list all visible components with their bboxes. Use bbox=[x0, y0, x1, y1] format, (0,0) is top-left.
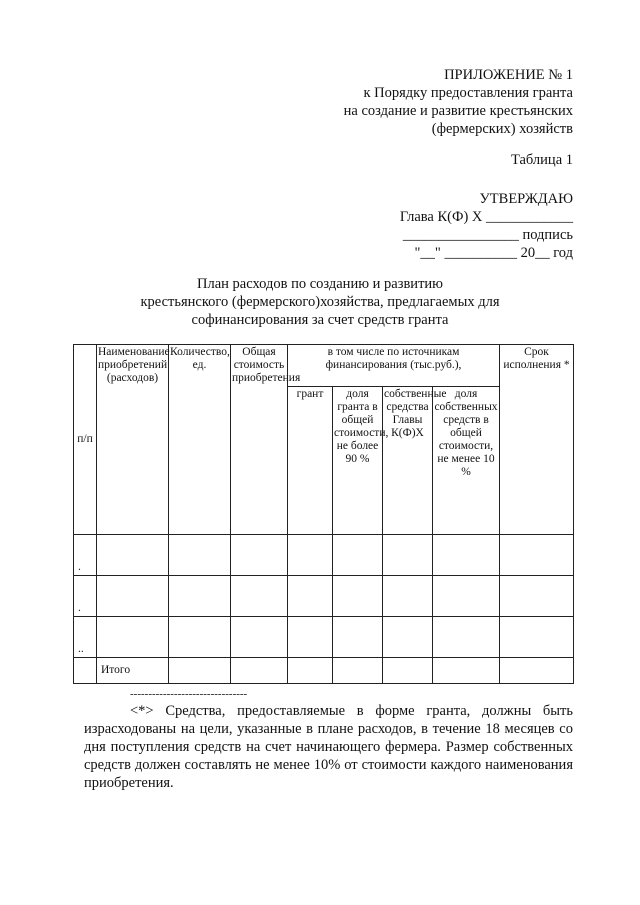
table-row bbox=[74, 576, 574, 617]
table-cell bbox=[288, 535, 333, 576]
table-number: Таблица 1 bbox=[510, 152, 573, 168]
table-cell bbox=[231, 617, 288, 658]
table-row bbox=[74, 617, 574, 658]
title-line: софинансирования за счет средств гранта bbox=[191, 312, 449, 328]
table-cell bbox=[500, 658, 574, 684]
table-cell bbox=[169, 617, 231, 658]
table-cell bbox=[288, 658, 333, 684]
appendix-ref-line: (фермерских) хозяйств bbox=[431, 121, 573, 137]
appendix-header bbox=[344, 66, 573, 138]
table-cell bbox=[97, 535, 169, 576]
footnote-separator: -------------------------------- bbox=[130, 688, 248, 700]
total-label: Итого bbox=[97, 658, 169, 684]
table-cell bbox=[433, 658, 500, 684]
subheader-grant-share: доля гранта в общей стоимости, не более 90 % bbox=[333, 387, 383, 535]
col-header-total-cost: Общая стоимость приобретения bbox=[231, 345, 288, 535]
approval-date-line: "__" __________ 20__ год bbox=[414, 245, 573, 261]
table-cell bbox=[288, 576, 333, 617]
table-cell bbox=[500, 576, 574, 617]
table-cell bbox=[433, 617, 500, 658]
approval-head-line: Глава К(Ф) Х ____________ bbox=[399, 209, 573, 225]
table-cell bbox=[288, 617, 333, 658]
col-header-number: п/п bbox=[74, 345, 97, 535]
appendix-number: ПРИЛОЖЕНИЕ № 1 bbox=[444, 67, 573, 83]
approval-title: УТВЕРЖДАЮ bbox=[479, 191, 573, 207]
table-cell bbox=[433, 576, 500, 617]
subheader-own-share: доля собственных средств в общей стоимости, не менее 10 % bbox=[433, 387, 500, 535]
table-cell bbox=[97, 576, 169, 617]
expense-plan-table bbox=[73, 344, 574, 684]
subheader-grant: грант bbox=[288, 387, 333, 535]
table-cell bbox=[383, 576, 433, 617]
table-cell bbox=[231, 658, 288, 684]
table-cell bbox=[231, 535, 288, 576]
table-cell bbox=[433, 535, 500, 576]
total-row bbox=[74, 658, 574, 684]
table-cell bbox=[169, 535, 231, 576]
footnote-text: <*> Средства, предоставляемые в форме гранта, должны быть израсходованы на цели, указанные в плане расходов, в течение 18 месяцев со дня поступления средств на счет начинающего фермера. Размер собственных средств должен составлять не менее 10% от стоимости каждого наименования приобретения. bbox=[84, 703, 573, 791]
col-header-quantity: Количество, ед. bbox=[169, 345, 231, 535]
table-cell bbox=[97, 617, 169, 658]
document-title bbox=[130, 275, 510, 329]
table-cell bbox=[169, 576, 231, 617]
col-header-name: Наименование приобретений (расходов) bbox=[97, 345, 169, 535]
approval-signature-line: ________________ подпись bbox=[402, 227, 573, 243]
col-header-term: Срок исполнения * bbox=[500, 345, 574, 535]
table-cell bbox=[383, 617, 433, 658]
table-cell bbox=[383, 658, 433, 684]
row-number: . bbox=[74, 535, 97, 576]
table-cell bbox=[231, 576, 288, 617]
title-line: План расходов по созданию и развитию bbox=[197, 276, 443, 292]
table-cell bbox=[333, 576, 383, 617]
table-row bbox=[74, 535, 574, 576]
table-cell bbox=[333, 617, 383, 658]
table-cell bbox=[169, 658, 231, 684]
table-cell bbox=[333, 658, 383, 684]
row-number: . bbox=[74, 576, 97, 617]
subheader-own-funds: собственные средства Главы К(Ф)Х bbox=[383, 387, 433, 535]
appendix-ref-line: на создание и развитие крестьянских bbox=[343, 103, 573, 119]
title-line: крестьянского (фермерского)хозяйства, предлагаемых для bbox=[140, 294, 500, 310]
table-cell bbox=[383, 535, 433, 576]
table-cell bbox=[500, 535, 574, 576]
table-cell bbox=[333, 535, 383, 576]
table-cell bbox=[500, 617, 574, 658]
approval-block bbox=[400, 190, 573, 262]
col-header-sources: в том числе по источникам финансирования (тыс.руб.), bbox=[288, 345, 500, 387]
appendix-ref-line: к Порядку предоставления гранта bbox=[363, 85, 573, 101]
table-cell bbox=[74, 658, 97, 684]
row-number: .. bbox=[74, 617, 97, 658]
